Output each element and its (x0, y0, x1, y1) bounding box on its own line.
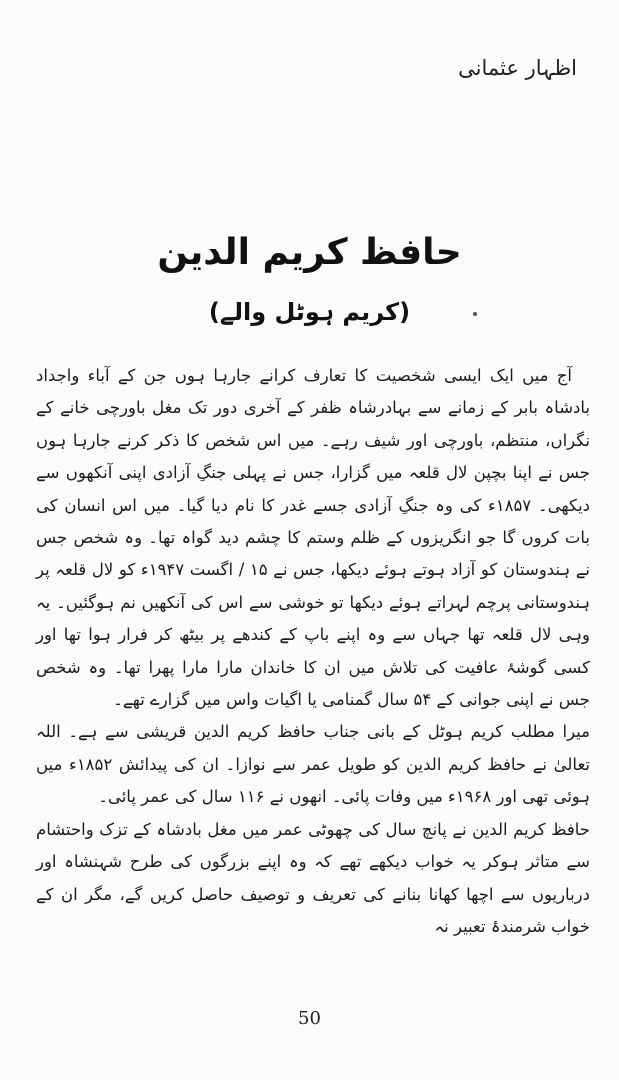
paragraph-text: آج میں ایک ایسی شخصیت کا تعارف کرانے جارہا ہوں جن کے آباء واجداد بادشاہ بابر کے زمانے سے بہادرشاہ ظفر کے آخری دور تک مغل باورچی خانے کے نگراں، منتظم، باورچی اور شیف رہے۔ میں اس شخص کا ذکر کرنے جارہا ہوں جس نے اپنا بچپن لال قلعہ میں گزارا، جس نے پہلی جنگِ آزادی اپنی آنکھوں سے دیکھی۔ ۱۸۵۷ء کی وہ جنگِ آزادی جسے غدر کا نام دیا گیا۔ میں اس انسان کی بات کروں گا جو انگریزوں کے ظلم وستم کا چشم دید گواہ تھا۔ وہ شخص جس نے ہندوستان کو آزاد ہوتے ہوئے دیکھا، جس نے ۱۵ / اگست ۱۹۴۷ء کو لال قلعہ پر ہندوستانی پرچم لہراتے ہوئے دیکھا تو خوشی سے اس کی آنکھیں نم ہوگئیں۔ یہ وہی لال قلعہ تھا جہاں سے وہ اپنے باپ کے کندھے پر بیٹھ کر فرار ہوا تھا اور کسی گوشۂ عافیت کی تلاش میں ان کا خاندان مارا مارا پھرا تھا۔ وہ شخص جس نے اپنی جوانی کے ۵۴ سال گمنامی یا اگیات واس میں گزارے تھے۔ (36, 366, 591, 710)
page-number: 50 (298, 1008, 321, 1029)
running-header-author: اظہار عثمانی (458, 56, 577, 80)
chapter-title: حافظ کریم الدین (157, 232, 462, 273)
paragraph (36, 814, 590, 944)
body-text (36, 360, 590, 943)
chapter-subtitle: (کریم ہوٹل والے) (208, 298, 411, 326)
paragraph (36, 716, 590, 813)
print-speck (473, 312, 477, 316)
paragraph-text: حافظ کریم الدین نے پانچ سال کی چھوٹی عمر میں مغل بادشاہ کے تزک واحتشام سے متاثر ہوکر یہ خواب دیکھے تھے کہ وہ اپنے بزرگوں کی طرح شہنشاہ اور درباریوں سے اچھا کھانا بنانے کی تعریف و توصیف حاصل کریں گے، مگر ان کے خواب شرمندۂ تعبیر نہ (36, 819, 590, 936)
paragraph (36, 360, 590, 716)
paragraph-text: میرا مطلب کریم ہوٹل کے بانی جناب حافظ کریم الدین قریشی سے ہے۔ اللہ تعالیٰ نے حافظ کریم الدین کو طویل عمر سے نوازا۔ ان کی پیدائش ۱۸۵۲ء میں ہوئی تھی اور ۱۹۶۸ء میں وفات پائی۔ انھوں نے ۱۱۶ سال کی عمر پائی۔ (36, 722, 590, 807)
